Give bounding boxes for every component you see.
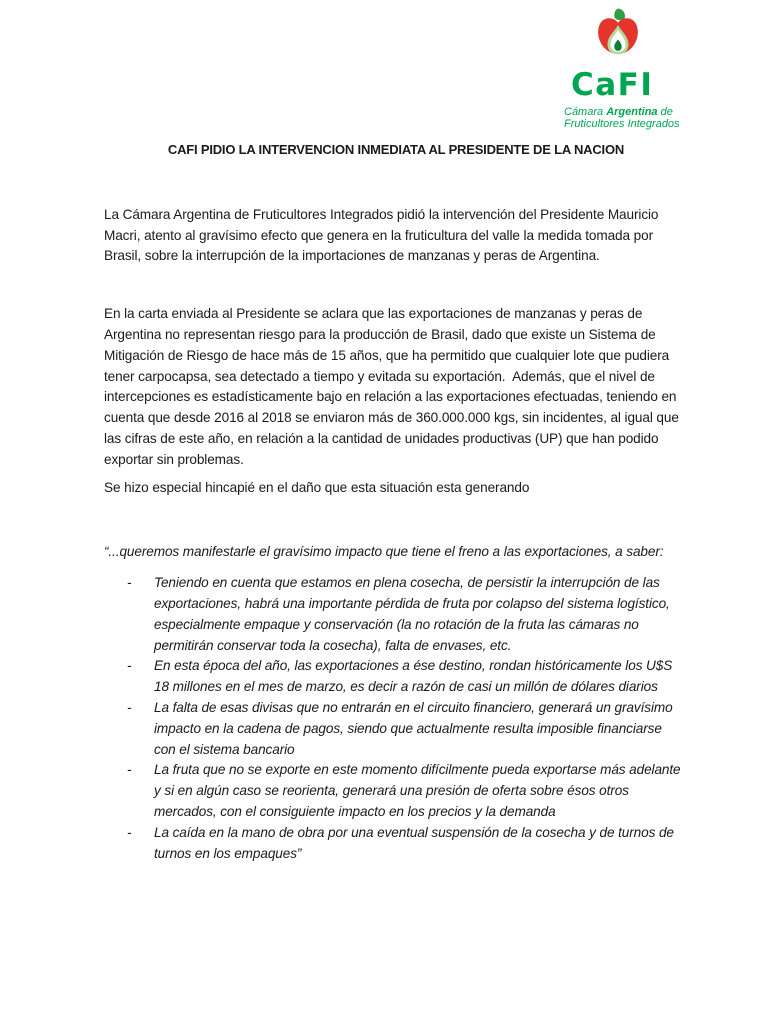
bullet-item-fruta-reorienta: - La fruta que no se exporte en este momento difícilmente pueda exportarse más adelante y si en algún caso se reorienta, generará una presión de oferta sobre ésos otros mercados, con el consiguiente impacto en los precios y la demanda (154, 760, 682, 822)
quote-bullet-list (104, 573, 688, 864)
tagline-text-bold: Argentina (606, 106, 658, 118)
quote-intro: “...queremos manifestarle el gravísimo impacto que tiene el freno a las exportaciones, a saber: (104, 544, 664, 560)
letter-body (104, 0, 688, 864)
bullet-item-exportaciones-marzo: - En esta época del año, las exportaciones a ése destino, rondan históricamente los U$S 18 millones en el mes de marzo, es decir a razón de casi un millón de dólares diarios (154, 656, 682, 698)
tagline-text: de (657, 106, 673, 118)
document-title: CAFI PIDIO LA INTERVENCION INMEDIATA AL PRESIDENTE DE LA NACION (167, 142, 625, 157)
paragraph-intro: La Cámara Argentina de Fruticultores Integrados pidió la intervención del Presidente Mauricio Macri, atento al gravísimo efecto que genera en la fruticultura del valle la medida tomada por Brasil, sobre la interrupción de la importaciones de manzanas y peras de Argentina. (104, 206, 659, 264)
bullet-item-cosecha: - Teniendo en cuenta que estamos en plena cosecha, de persistir la interrupción de las exportaciones, habrá una importante pérdida de fruta por colapso del sistema logístico, especialmente empaque y conservación (la no rotación de la fruta las cámaras no permitirán conservar toda la cosecha), falta de envases, etc. (154, 573, 682, 656)
tagline-text: Cámara (564, 106, 607, 118)
paragraph-hincapie: Se hizo especial hincapié en el daño que esta situación esta generando (104, 479, 530, 495)
bullet-item-mano-de-obra: - La caída en la mano de obra por una eventual suspensión de la cosecha y de turnos de turnos en los empaques” (154, 823, 682, 865)
logo-wordmark: CaFI (571, 67, 654, 103)
bullet-item-divisas: - La falta de esas divisas que no entrarán en el circuito financiero, generará un gravísimo impacto en la cadena de pagos, siendo que actualmente resulta imposible financiarse con el sistema bancario (154, 698, 682, 760)
logo-tagline-line2: Fruticultores Integrados (564, 118, 680, 131)
paragraph-carta: En la carta enviada al Presidente se aclara que las exportaciones de manzanas y peras de Argentina no representan riesgo para la producción de Brasil, dado que existe un Sistema de Mitigación de Riesgo de hace más de 15 años, que ha permitido que cualquier lote que pudiera tener carpocapsa, sea detectado a tiempo y evitada su exportación. Además, que el nivel de intercepciones es estadísticamente bajo en relación a las exportaciones efectuadas, teniendo en cuenta que desde 2016 al 2018 se enviaron más de 360.000.000 kgs, sin incidentes, al igual que las cifras de este año, en relación a la cantidad de unidades productivas (UP) que han podido exportar sin problemas. (104, 306, 683, 467)
